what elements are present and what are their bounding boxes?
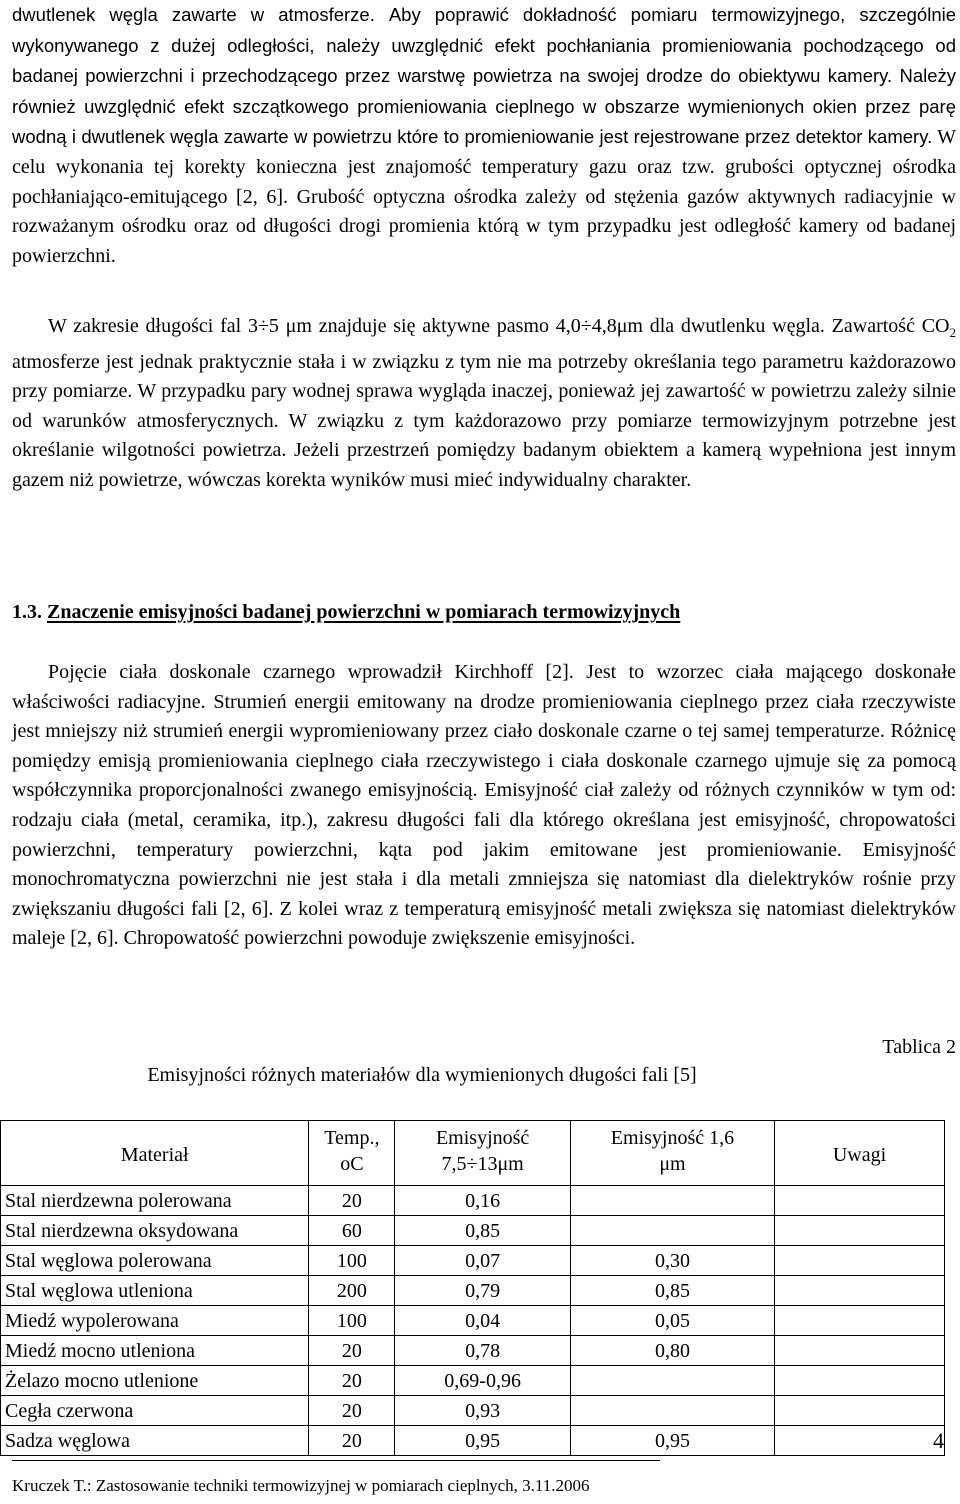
- section-title: Znaczenie emisyjności badanej powierzchni w pomiarach termowizyjnych: [47, 601, 681, 623]
- cell-notes: [775, 1366, 945, 1396]
- cell-em2: [570, 1366, 774, 1396]
- cell-notes: [775, 1426, 945, 1456]
- text-fragment: Emisyjność monochromatyczna powierzchni nie jest stała i dla metali zmniejsza się natomiast dla dielektryków rośnie przy zwiększaniu długości fali [2, 6].: [12, 838, 956, 920]
- cell-material: Stal węglowa utleniona: [1, 1276, 309, 1306]
- cell-notes: [775, 1216, 945, 1246]
- cell-em1: 0,85: [395, 1216, 571, 1246]
- cell-em1: 0,07: [395, 1246, 571, 1276]
- cell-notes: [775, 1276, 945, 1306]
- cell-em1: 0,04: [395, 1306, 571, 1336]
- cell-em1: 0,95: [395, 1426, 571, 1456]
- cell-temp: 100: [309, 1246, 395, 1276]
- cell-temp: 20: [309, 1426, 395, 1456]
- cell-temp: 20: [309, 1336, 395, 1366]
- cell-material: Miedź wypolerowana: [1, 1306, 309, 1336]
- table-caption: Emisyjności różnych materiałów dla wymienionych długości fali [5]: [147, 1064, 697, 1086]
- table-row: [1, 1186, 945, 1216]
- footer-divider: [12, 1460, 660, 1461]
- cell-em2: [570, 1186, 774, 1216]
- paragraph-emissivity: [12, 658, 956, 954]
- header-text: Temp.,: [324, 1127, 380, 1149]
- text-fragment: W przypadku pary wodnej sprawa wygląda inaczej, ponieważ jej zawartość w powietrzu zależy silnie od warunków atmosferycznych.: [12, 380, 957, 432]
- text-fragment: Różnicę pomiędzy emisją promieniowania cieplnego ciała rzeczywistego i ciała doskonale czarnego ujmuje się za pomocą współczynnika proporcjonalności zwanego emisyjnością.: [12, 720, 957, 802]
- text-fragment: Strumień energii emitowany na drodze promieniowania cieplnego przez ciała rzeczywiste jest mniejszy niż strumień energii wypromieniowany przez ciało doskonale czarne o tej samej temperaturze.: [12, 690, 956, 743]
- subscript: 2: [949, 325, 956, 340]
- cell-em2: 0,05: [570, 1306, 774, 1336]
- cell-notes: [775, 1396, 945, 1426]
- table-row: [1, 1396, 945, 1426]
- cell-material: Stal nierdzewna polerowana: [1, 1186, 309, 1216]
- text-fragment: W związku z tym każdorazowo przy pomiarze termowizyjnym potrzebne jest określanie wilgotności powietrza.: [12, 409, 956, 462]
- header-notes: [775, 1121, 945, 1186]
- cell-em2: 0,95: [570, 1426, 774, 1456]
- text-fragment: dwutlenek węgla zawarte w atmosferze.: [12, 4, 375, 25]
- cell-notes: [775, 1336, 945, 1366]
- cell-em2: [570, 1216, 774, 1246]
- cell-em1: 0,93: [395, 1396, 571, 1426]
- cell-em1: 0,79: [395, 1276, 571, 1306]
- header-text: 7,5÷13μm: [441, 1153, 524, 1175]
- cell-temp: 100: [309, 1306, 395, 1336]
- footer-citation: Kruczek T.: Zastosowanie techniki termowizyjnej w pomiarach cieplnych, 3.11.2006: [12, 1476, 590, 1495]
- header-emissivity-short: [570, 1121, 774, 1186]
- text-fragment: Należy również uwzględnić efekt szczątkowego promieniowania cieplnego w obszarze wymienionych okien przez parę wodną i dwutlenek węgla zawarte w powietrzu które to promieniowanie jest rejestrowane przez detektor kamery.: [12, 65, 957, 148]
- cell-temp: 20: [309, 1396, 395, 1426]
- cell-em2: 0,30: [570, 1246, 774, 1276]
- cell-notes: [775, 1306, 945, 1336]
- cell-temp: 60: [309, 1216, 395, 1246]
- header-text: μm: [659, 1153, 686, 1175]
- header-text: Uwagi: [832, 1144, 887, 1166]
- table-row: [1, 1366, 945, 1396]
- table-row: [1, 1306, 945, 1336]
- table-row: [1, 1246, 945, 1276]
- paragraph-co2-band: [12, 312, 956, 496]
- cell-em1: 0,16: [395, 1186, 571, 1216]
- header-text: Materiał: [120, 1144, 189, 1166]
- cell-material: Stal nierdzewna oksydowana: [1, 1216, 309, 1246]
- section-number: 1.3.: [12, 601, 42, 623]
- text-fragment: Z kolei wraz z temperaturą emisyjność metali zwiększa się natomiast dielektryków maleje [2, 6].: [12, 897, 957, 950]
- section-heading: [12, 601, 680, 624]
- emissivity-table: [0, 1120, 945, 1456]
- text-fragment: Grubość optyczna ośrodka zależy od stężenia gazów aktywnych radiacyjnie w rozważanym ośrodku oraz od długości drogi promienia którą w tym przypadku jest odległość kamery od badanej powierzchni.: [12, 185, 956, 267]
- paragraph-atmospheric-absorption: [12, 0, 956, 271]
- cell-em2: [570, 1396, 774, 1426]
- cell-em1: 0,69-0,96: [395, 1366, 571, 1396]
- cell-temp: 20: [309, 1186, 395, 1216]
- cell-material: Sadza węglowa: [1, 1426, 309, 1456]
- text-fragment: Emisyjność ciał zależy od różnych czynników w tym od: rodzaju ciała (metal, ceramika, itp.), zakresu długości fali dla którego określana jest emisyjność, chropowatości powierzchni, temperatury powierzchni, kąta pod jakim emitowane jest promieniowanie.: [12, 779, 957, 861]
- table-header-row: [1, 1121, 945, 1186]
- cell-em2: 0,80: [570, 1336, 774, 1366]
- cell-notes: [775, 1186, 945, 1216]
- cell-material: Stal węglowa polerowana: [1, 1246, 309, 1276]
- text-fragment: Aby poprawić dokładność pomiaru termowizyjnego, szczególnie wykonywanego z dużej odległości, należy uwzględnić efekt pochłaniania promieniowania pochodzącego od badanej powierzchni i przechodzącego przez warstwę powietrza na swojej drodze do obiektywu kamery.: [12, 4, 957, 87]
- cell-temp: 200: [309, 1276, 395, 1306]
- header-emissivity-long: [395, 1121, 571, 1186]
- header-text: Emisyjność: [435, 1127, 530, 1149]
- header-material: [1, 1121, 309, 1186]
- table-row: [1, 1216, 945, 1246]
- text-fragment: Chropowatość powierzchni powoduje zwiększenie emisyjności.: [123, 927, 636, 950]
- table-row: [1, 1426, 945, 1456]
- cell-material: Żelazo mocno utlenione: [1, 1366, 309, 1396]
- text-fragment: Pojęcie ciała doskonale czarnego wprowadził Kirchhoff [2]. Jest to wzorzec ciała mającego doskonałe właściwości radiacyjne.: [12, 661, 956, 713]
- cell-em1: 0,78: [395, 1336, 571, 1366]
- text-fragment: Zawartość CO: [831, 315, 950, 337]
- text-fragment: W zakresie długości fal 3÷5 μm znajduje się aktywne pasmo 4,0÷4,8μm dla dwutlenku węgla.: [48, 315, 825, 337]
- text-fragment: atmosferze jest jednak praktycznie stała i w związku z tym nie ma potrzeby określania tego parametru każdorazowo przy pomiarze.: [12, 350, 956, 403]
- header-text: Emisyjność 1,6: [610, 1127, 735, 1149]
- table-label: Tablica 2: [882, 1036, 956, 1058]
- cell-em2: 0,85: [570, 1276, 774, 1306]
- table-row: [1, 1336, 945, 1366]
- page-number: 4: [933, 1428, 944, 1453]
- header-temp: [309, 1121, 395, 1186]
- cell-material: Cegła czerwona: [1, 1396, 309, 1426]
- table-row: [1, 1276, 945, 1306]
- header-text: oC: [340, 1153, 364, 1175]
- cell-material: Miedź mocno utleniona: [1, 1336, 309, 1366]
- cell-temp: 20: [309, 1366, 395, 1396]
- cell-notes: [775, 1246, 945, 1276]
- text-fragment: Jeżeli przestrzeń pomiędzy badanym obiektem a kamerą wypełniona jest innym gazem niż powietrze, wówczas korekta wyników musi mieć indywidualny charakter.: [12, 439, 957, 491]
- text-fragment: W celu wykonania tej korekty konieczna jest znajomość temperatury gazu oraz tzw. grubości optycznej ośrodka pochłaniająco-emitującego [2, 6].: [12, 126, 957, 208]
